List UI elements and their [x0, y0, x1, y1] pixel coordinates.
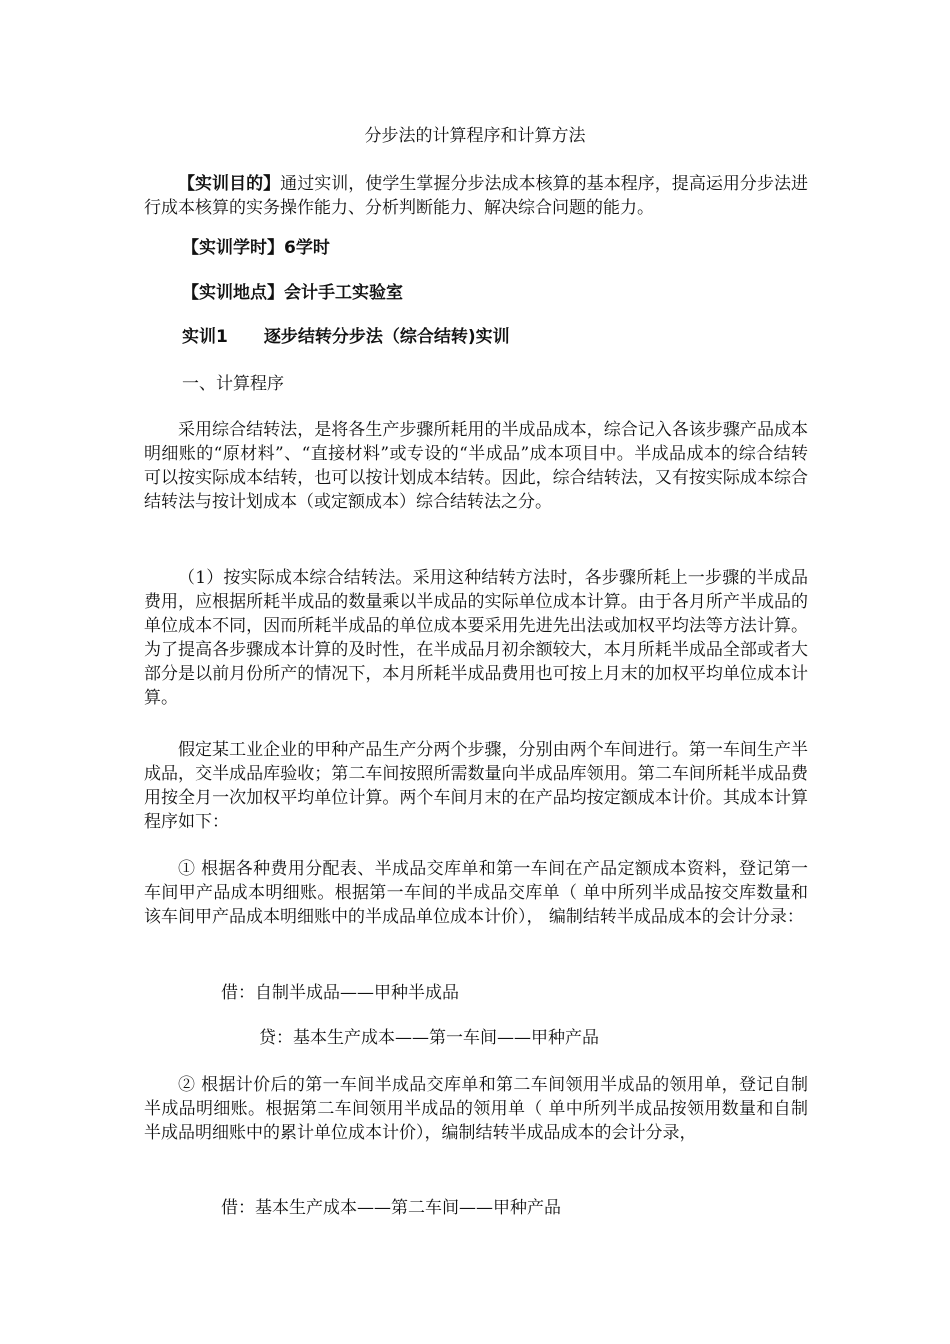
objective-paragraph — [144, 172, 808, 220]
paragraph-step-1: ① 根据各种费用分配表、半成品交库单和第一车间在产品定额成本资料，登记第一车间甲产品成本明细账。根据第一车间的半成品交库单（ 单中所列半成品按交库数量和该车间甲产品成本明细账中的半成品单位成本计价）， 编制结转半成品成本的会计分录： — [144, 859, 808, 927]
objective-label: 【实训目的】 — [178, 174, 281, 194]
paragraph-comprehensive-transfer: 采用综合结转法，是将各生产步骤所耗用的半成品成本，综合记入各该步骤产品成本明细账的“原材料”、“直接材料”或专设的“半成品”成本项目中。半成品成本的综合结转可以按实际成本结转，也可以按计划成本结转。因此，综合结转法，又有按实际成本综合结转法与按计划成本（或定额成本）综合结转法之分。 — [144, 420, 808, 512]
training1-title: 逐步结转分步法（综合结转)实训 — [263, 327, 510, 347]
journal-entry-1-credit: 贷：基本生产成本——第一车间——甲种产品 — [259, 1028, 599, 1048]
paragraph-step-2: ② 根据计价后的第一车间半成品交库单和第二车间领用半成品的领用单，登记自制半成品明细账。根据第二车间领用半成品的领用单（ 单中所列半成品按领用数量和自制半成品明细账中的累计单位成本计价），编制结转半成品成本的会计分录， — [144, 1075, 808, 1143]
training1-heading — [182, 325, 510, 349]
hours-text: 【实训学时】6学时 — [182, 238, 330, 258]
paragraph-example-setup: 假定某工业企业的甲种产品生产分两个步骤，分别由两个车间进行。第一车间生产半成品，交半成品库验收；第二车间按照所需数量向半成品库领用。第二车间所耗半成品费用按全月一次加权平均单位计算。两个车间月末的在产品均按定额成本计价。其成本计算程序如下： — [144, 740, 808, 832]
section-heading-1: 一、计算程序 — [182, 374, 284, 394]
journal-entry-1-debit: 借：自制半成品——甲种半成品 — [221, 983, 459, 1003]
paragraph-actual-cost-method: （1）按实际成本综合结转法。采用这种结转方法时，各步骤所耗上一步骤的半成品费用，应根据所耗半成品的数量乘以半成品的实际单位成本计算。由于各月所产半成品的单位成本不同，因而所耗半成品的单位成本要采用先进先出法或加权平均法等方法计算。为了提高各步骤成本计算的及时性，在半成品月初余额较大，本月所耗半成品全部或者大部分是以前月份所产的情况下，本月所耗半成品费用也可按上月末的加权平均单位成本计算。 — [144, 568, 808, 708]
journal-entry-2-debit: 借：基本生产成本——第二车间——甲种产品 — [221, 1198, 561, 1218]
training1-number: 实训1 — [182, 327, 228, 347]
location-text: 【实训地点】会计手工实验室 — [182, 283, 403, 303]
location-heading — [182, 281, 403, 305]
hours-heading — [182, 236, 330, 260]
page-title: 分步法的计算程序和计算方法 — [364, 126, 586, 146]
objective-text: 通过实训，使学生掌握分步法成本核算的基本程序，提高运用分步法进行成本核算的实务操作能力、分析判断能力、解决综合问题的能力。 — [144, 174, 809, 218]
